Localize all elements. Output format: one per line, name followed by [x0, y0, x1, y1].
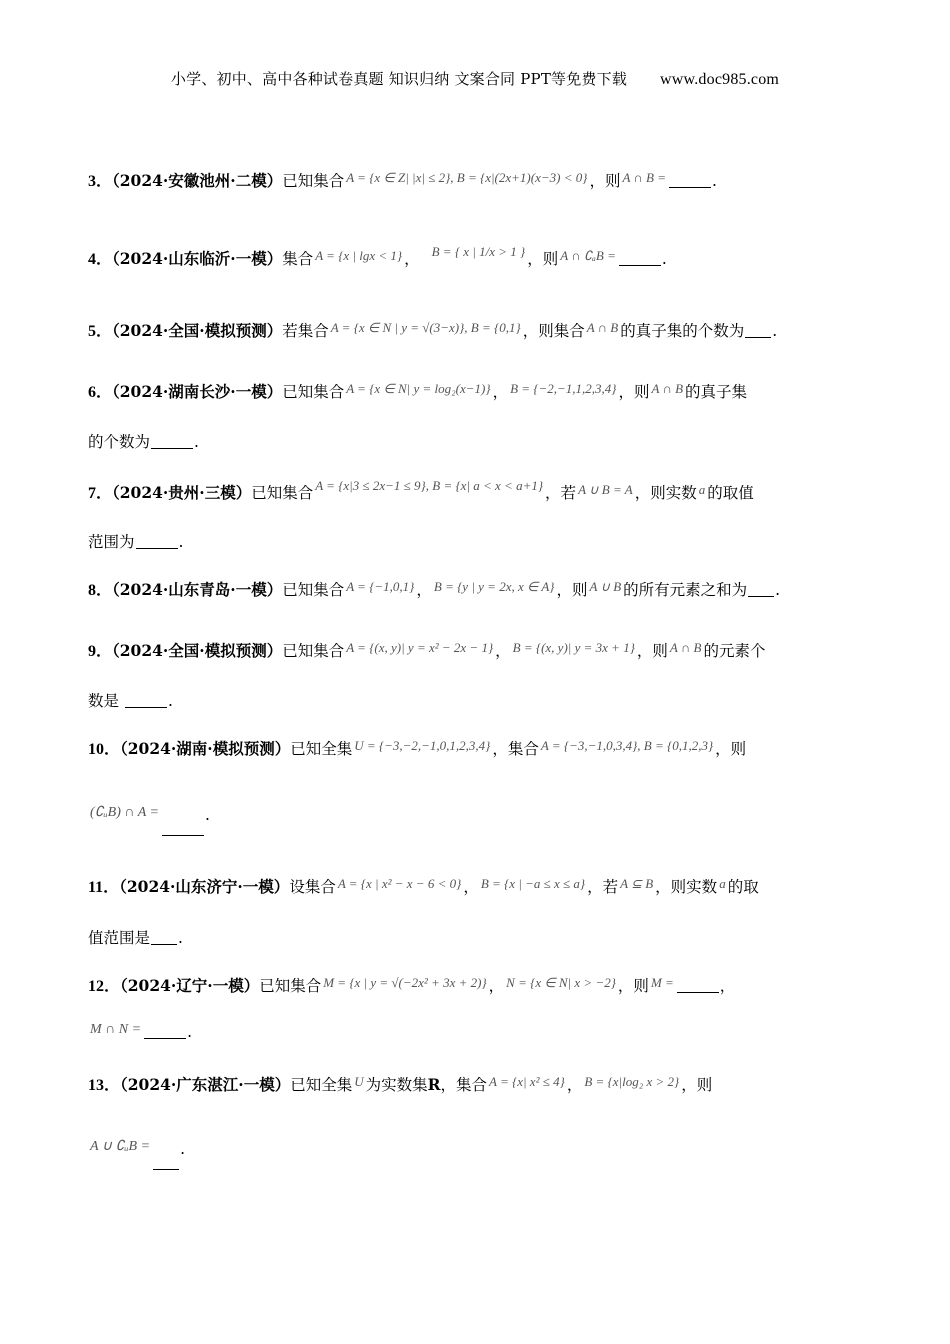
problem-source: （2024·辽宁·一模）	[120, 976, 260, 995]
problem-10-continued	[88, 804, 862, 836]
period: .	[661, 250, 667, 268]
math-formula: B = {x | −a ≤ x ≤ a}	[480, 876, 586, 891]
problem-4	[88, 244, 862, 269]
problem-number: 6．	[88, 384, 113, 401]
problem-text: 范围为	[88, 533, 135, 551]
problem-text: 已知集合	[282, 642, 345, 660]
problem-6-continued	[88, 430, 862, 452]
problem-text: 数是	[88, 692, 120, 710]
problem-text: 已知全集	[290, 1076, 353, 1094]
math-formula: A ∩ B	[651, 381, 684, 396]
math-formula: M = {x | y = √(−2x² + 3x + 2)}	[323, 975, 487, 990]
problem-6	[88, 379, 862, 402]
problem-source: （2024·湖南·模拟预测）	[120, 739, 291, 758]
problem-3	[88, 168, 862, 191]
math-formula: A = {x ∈ N| y = log₂(x−1)}	[346, 381, 491, 396]
problem-11	[88, 874, 862, 897]
math-formula: A ∩ B =	[622, 170, 667, 185]
problem-12	[88, 973, 862, 996]
problem-number: 11．	[88, 879, 120, 896]
problem-10	[88, 736, 862, 759]
problem-text: ，则集合	[522, 322, 585, 340]
problem-source: （2024·贵州·三模）	[112, 483, 252, 502]
problem-text: 的取	[727, 878, 759, 896]
problem-text: 的真子集的个数为	[620, 322, 745, 340]
problem-text: ，则	[681, 1076, 713, 1094]
problem-number: 9．	[88, 643, 113, 660]
problem-text: ，	[492, 383, 509, 401]
problem-text: ，则	[527, 250, 559, 268]
problem-text: ，则	[636, 642, 668, 660]
problem-text: ，则	[618, 383, 650, 401]
problem-source: （2024·广东湛江·一模）	[120, 1075, 291, 1094]
problem-text: ，则	[589, 172, 621, 190]
math-formula: M =	[650, 975, 674, 990]
problem-text: ，则	[617, 977, 649, 995]
problem-text: ，则实数	[634, 484, 697, 502]
problem-text: ，	[488, 977, 505, 995]
problem-9-continued	[88, 689, 862, 711]
problem-text: 的元素个	[703, 642, 766, 660]
problem-number: 4．	[88, 251, 113, 268]
period: .	[178, 533, 184, 551]
header-site: www.doc985.com	[660, 71, 780, 88]
answer-blank	[125, 692, 167, 708]
math-formula: A ∩ B	[669, 640, 702, 655]
problem-13	[88, 1072, 862, 1095]
problem-text: ，则实数	[655, 878, 718, 896]
period: .	[194, 433, 199, 451]
problem-text: 的个数为	[88, 433, 151, 451]
problem-text: 已知集合	[282, 172, 345, 190]
problem-text: 已知集合	[251, 484, 314, 502]
answer-blank	[619, 250, 661, 266]
problem-text: 值范围是	[88, 929, 151, 947]
problem-text: 的取值	[707, 484, 754, 502]
answer-blank	[136, 533, 178, 549]
problem-text: ，集合	[492, 740, 539, 758]
math-formula: A = {−3,−1,0,3,4}, B = {0,1,2,3}	[540, 738, 714, 753]
problem-text: 设集合	[289, 878, 336, 896]
math-formula: A ∪ ∁ᵤB =	[90, 1139, 151, 1154]
answer-blank	[162, 820, 204, 836]
problem-text: ，	[495, 642, 511, 660]
period: .	[167, 692, 173, 710]
math-formula: (∁ᵤB) ∩ A =	[90, 805, 159, 820]
answer-blank	[669, 172, 711, 188]
problem-text: ，	[463, 878, 479, 896]
math-formula: A ∩ B	[586, 320, 619, 335]
math-formula: U	[354, 1074, 364, 1089]
problem-text: ，	[404, 250, 420, 268]
math-formula: A = {x | x² − x − 6 < 0}	[337, 876, 462, 891]
math-formula: A = {x| x² ≤ 4}	[489, 1074, 565, 1089]
real-number-symbol: R	[427, 1075, 441, 1094]
answer-blank	[151, 433, 193, 449]
problem-number: 10．	[88, 741, 121, 758]
problem-source: （2024·安徽池州·二模）	[112, 171, 283, 190]
period: .	[205, 806, 210, 824]
math-formula: A = {x ∈ N | y = √(3−x)}, B = {0,1}	[330, 320, 521, 335]
math-formula: B = {x|log₂ x > 2}	[584, 1074, 680, 1089]
math-formula: a	[698, 482, 706, 497]
math-formula: A = {x ∈ Z| |x| ≤ 2}, B = {x|(2x+1)(x−3) < 0}	[346, 170, 588, 185]
problem-8	[88, 577, 862, 600]
problem-number: 8．	[88, 582, 113, 599]
problem-7	[88, 478, 862, 503]
period: .	[772, 322, 778, 340]
problem-text: 已知集合	[282, 581, 345, 599]
period: .	[178, 929, 183, 947]
period: .	[712, 172, 717, 190]
problem-12-continued	[88, 1022, 862, 1041]
math-formula: B = {y | y = 2x, x ∈ A}	[433, 579, 555, 594]
problem-text: 已知集合	[259, 977, 322, 995]
problem-13-continued	[88, 1138, 862, 1170]
problem-text: 若集合	[282, 322, 329, 340]
problem-text: ，若	[545, 484, 577, 502]
page-header	[0, 68, 950, 89]
problem-source: （2024·山东青岛·一模）	[112, 580, 283, 599]
problem-text: 集合	[282, 250, 314, 268]
problem-text: 为实数集	[365, 1076, 428, 1094]
problem-11-continued	[88, 926, 862, 948]
problem-text: ，则	[556, 581, 588, 599]
period: .	[180, 1140, 185, 1158]
problem-7-continued	[88, 530, 862, 552]
problem-5	[88, 318, 862, 341]
problem-text: ，	[566, 1076, 583, 1094]
math-formula: U = {−3,−2,−1,0,1,2,3,4}	[354, 738, 491, 753]
problem-number: 12．	[88, 978, 121, 995]
answer-blank	[745, 322, 771, 338]
math-formula: B = {−2,−1,1,2,3,4}	[510, 381, 617, 396]
problem-text: ，则	[715, 740, 747, 758]
answer-blank	[677, 977, 719, 993]
problem-text: ，	[416, 581, 432, 599]
problem-text: 的真子集	[685, 383, 748, 401]
answer-blank	[151, 929, 177, 945]
math-formula: A = {−1,0,1}	[346, 579, 415, 594]
math-formula: A ⊆ B	[620, 876, 654, 891]
problem-source: （2024·全国·模拟预测）	[112, 321, 283, 340]
problem-text: ，	[719, 977, 736, 995]
problem-number: 7．	[88, 485, 113, 502]
math-formula: A = {x|3 ≤ 2x−1 ≤ 9}, B = {x| a < x < a+1}	[315, 478, 544, 493]
math-formula: B = { x | 1/x > 1 }	[431, 244, 526, 259]
problem-text: 已知集合	[282, 383, 345, 401]
math-formula: A = {(x, y)| y = x² − 2x − 1}	[346, 640, 494, 655]
math-formula: A ∪ B	[589, 579, 622, 594]
problem-text: ，若	[587, 878, 619, 896]
answer-blank	[153, 1154, 179, 1170]
math-formula: a	[719, 876, 726, 891]
problem-9	[88, 638, 862, 661]
period: .	[187, 1023, 192, 1041]
math-formula: A = {x | lgx < 1}	[315, 248, 403, 263]
math-formula: B = {(x, y)| y = 3x + 1}	[512, 640, 635, 655]
header-text: 小学、初中、高中各种试卷真题 知识归纳 文案合同 PPT等免费下载	[170, 70, 628, 88]
problem-source: （2024·山东临沂·一模）	[112, 249, 283, 268]
problem-text: 已知全集	[290, 740, 353, 758]
problem-number: 13．	[88, 1077, 121, 1094]
problem-number: 3．	[88, 173, 113, 190]
math-formula: A ∩ ∁ₐB =	[560, 248, 616, 263]
math-formula: N = {x ∈ N| x > −2}	[506, 975, 616, 990]
problem-source: （2024·山东济宁·一模）	[119, 877, 290, 896]
math-formula: A ∪ B = A	[578, 482, 633, 497]
problem-source: （2024·全国·模拟预测）	[112, 641, 283, 660]
problem-text: 的所有元素之和为	[623, 581, 748, 599]
math-formula: M ∩ N =	[90, 1022, 142, 1037]
problem-number: 5．	[88, 323, 113, 340]
answer-blank	[748, 581, 774, 597]
period: .	[775, 581, 781, 599]
problem-source: （2024·湖南长沙·一模）	[112, 382, 283, 401]
problem-text: ，集合	[440, 1076, 488, 1094]
answer-blank	[144, 1023, 186, 1039]
